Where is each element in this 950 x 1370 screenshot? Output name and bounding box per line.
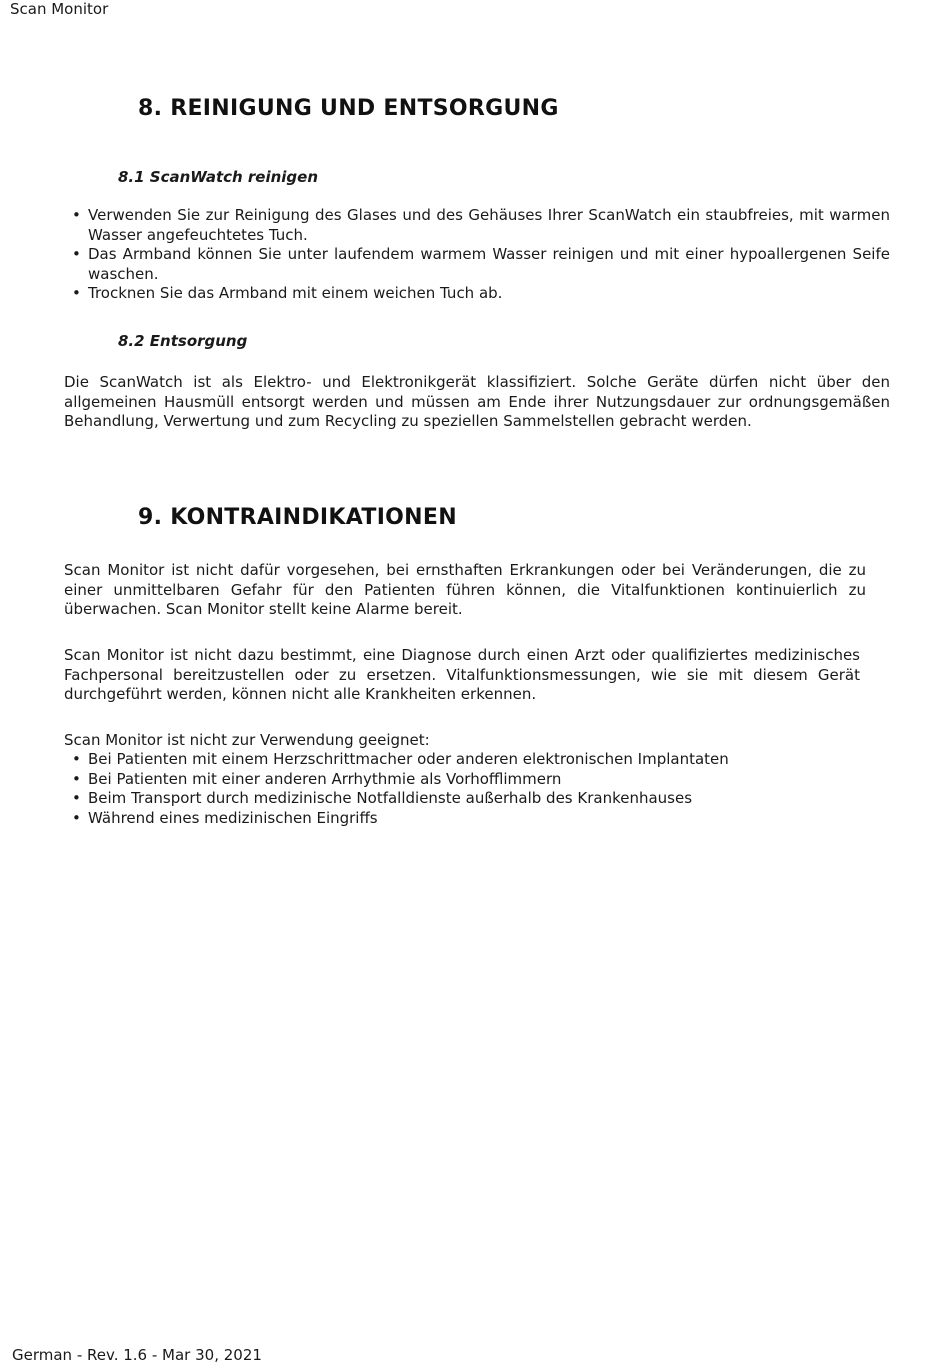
list-item-text: Das Armband können Sie unter laufendem warmem Wasser reinigen und mit einer hypoallergenen Seife waschen. xyxy=(88,245,890,283)
contraindication-paragraph-2: Scan Monitor ist nicht dazu bestimmt, eine Diagnose durch einen Arzt oder qualifiziertes medizinisches Fachpersonal bereitzustellen oder zu ersetzen. Vitalfunktionsmessungen, wie sie mit diesem Gerät durchgeführt werden, können nicht alle Krankheiten erkennen. xyxy=(64,646,860,704)
section-8-heading: 8. REINIGUNG UND ENTSORGUNG xyxy=(138,96,559,121)
list-item xyxy=(64,245,890,284)
contraindication-intro: Scan Monitor ist nicht zur Verwendung geeignet: xyxy=(64,731,430,749)
list-item xyxy=(64,809,729,829)
running-header: Scan Monitor xyxy=(10,0,109,18)
list-item-text: Bei Patienten mit einer anderen Arrhythmie als Vorhofflimmern xyxy=(88,769,562,788)
subsection-8-1-title: 8.1 ScanWatch reinigen xyxy=(118,168,319,186)
list-item-text: Während eines medizinischen Eingriffs xyxy=(88,808,378,827)
cleaning-bullet-list xyxy=(64,206,890,304)
contraindication-bullet-list xyxy=(64,750,729,828)
list-item xyxy=(64,789,729,809)
bullet-marker: • xyxy=(72,206,81,224)
list-item-text: Trocknen Sie das Armband mit einem weichen Tuch ab. xyxy=(88,284,503,303)
list-item xyxy=(64,206,890,245)
disposal-paragraph: Die ScanWatch ist als Elektro- und Elektronikgerät klassifiziert. Solche Geräte dürfen nicht über den allgemeinen Hausmüll entsorgt werden und müssen am Ende ihrer Nutzungsdauer zur ordnungsgemäßen Behandlung, Verwertung und zum Recycling zu speziellen Sammelstellen gebracht werden. xyxy=(64,373,890,431)
list-item xyxy=(64,284,890,304)
page-footer: German - Rev. 1.6 - Mar 30, 2021 xyxy=(12,1346,262,1364)
list-item xyxy=(64,770,729,790)
subsection-8-2-title: 8.2 Entsorgung xyxy=(118,332,248,350)
bullet-marker: • xyxy=(72,750,81,768)
bullet-marker: • xyxy=(72,769,81,788)
contraindication-paragraph-1: Scan Monitor ist nicht dafür vorgesehen, bei ernsthaften Erkrankungen oder bei Veränderungen, die zu einer unmittelbaren Gefahr für den Patienten führen können, die Vitalfunktionen kontinuierlich zu überwachen. Scan Monitor stellt keine Alarme bereit. xyxy=(64,561,866,619)
bullet-marker: • xyxy=(72,245,81,264)
list-item xyxy=(64,750,729,770)
section-9-heading: 9. KONTRAINDIKATIONEN xyxy=(138,505,457,530)
bullet-marker: • xyxy=(72,284,81,303)
bullet-marker: • xyxy=(72,808,81,827)
list-item-text: Beim Transport durch medizinische Notfalldienste außerhalb des Krankenhauses xyxy=(88,789,693,808)
bullet-marker: • xyxy=(72,789,81,808)
list-item-text: Bei Patienten mit einem Herzschrittmacher oder anderen elektronischen Implantaten xyxy=(88,750,729,768)
list-item-text: Verwenden Sie zur Reinigung des Glases und des Gehäuses Ihrer ScanWatch ein staubfreies, mit warmen Wasser angefeuchtetes Tuch. xyxy=(88,206,890,244)
